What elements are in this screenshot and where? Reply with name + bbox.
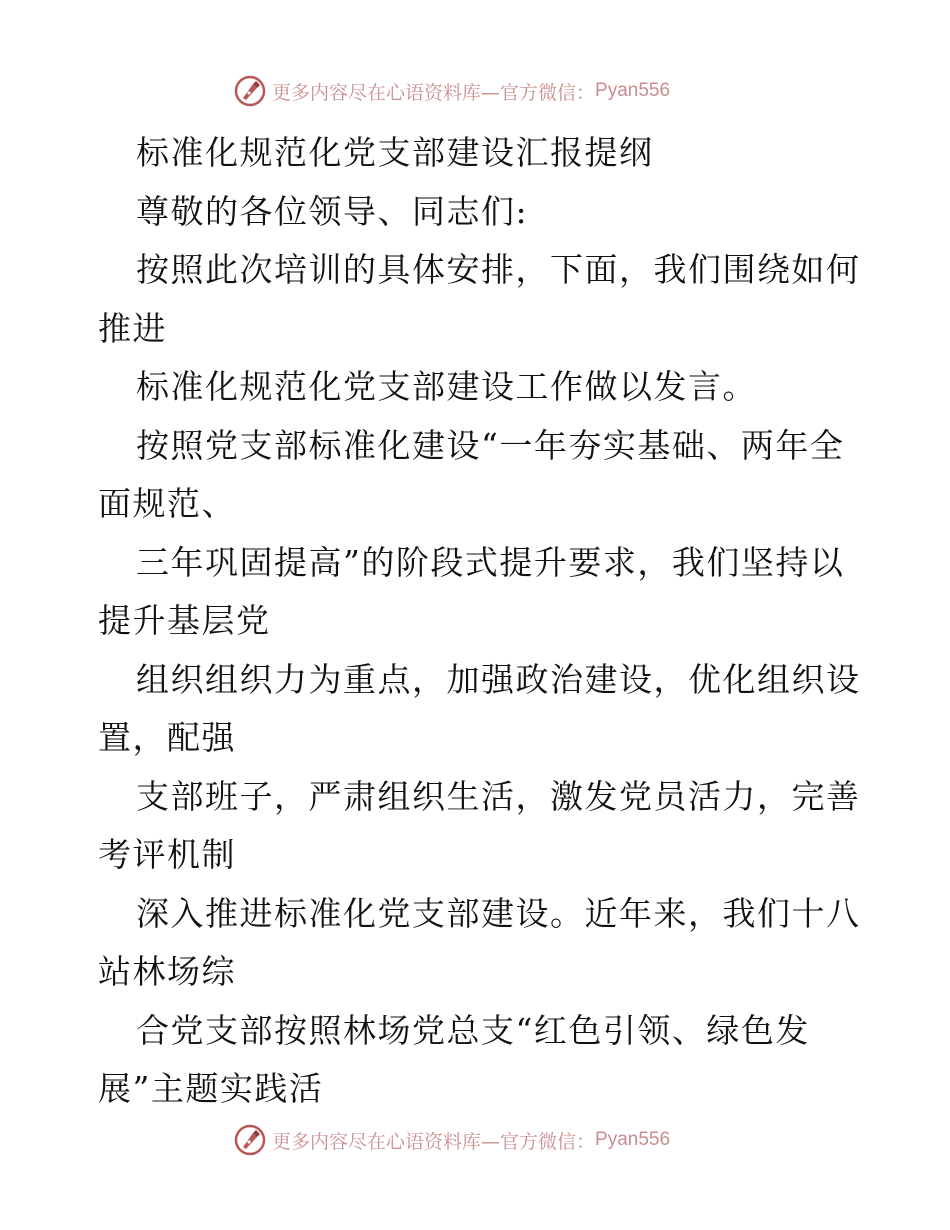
document-line: 深入推进标准化党支部建设。近年来，我们十八 (136, 893, 861, 933)
document-line: 按照党支部标准化建设“一年夯实基础、两年全 (136, 425, 845, 465)
document-line: 合党支部按照林场党总支“红色引领、绿色发 (136, 1010, 810, 1050)
document-line: 尊敬的各位领导、同志们: (136, 191, 529, 231)
watermark-account: Pyan556 (595, 1129, 671, 1150)
document-line: 置，配强 (98, 718, 236, 757)
pen-nib-logo-icon (234, 75, 266, 107)
document-line: 按照此次培训的具体安排，下面，我们围绕如何 (136, 250, 861, 289)
pen-nib-logo-icon (234, 1124, 266, 1156)
document-line: 标准化规范化党支部建设汇报提纲 (136, 133, 654, 172)
document-line: 支部班子，严肃组织生活，激发党员活力，完善 (136, 776, 861, 816)
document-line: 组织组织力为重点，加强政治建设，优化组织设 (136, 659, 861, 699)
document-line: 推进 (98, 308, 167, 348)
document-line: 面规范、 (98, 484, 236, 523)
header-watermark (234, 74, 670, 108)
document-line: 展”主题实践活 (98, 1069, 324, 1108)
watermark-text: 更多内容尽在心语资料库—官方微信： (272, 1130, 596, 1153)
document-body (98, 124, 861, 1119)
footer-watermark (234, 1123, 670, 1157)
document-line: 站林场综 (98, 952, 236, 991)
document-line: 提升基层党 (98, 601, 271, 640)
watermark-account: Pyan556 (595, 80, 671, 101)
document-line: 三年巩固提高”的阶段式提升要求，我们坚持以 (136, 542, 845, 582)
watermark-text: 更多内容尽在心语资料库—官方微信： (272, 81, 596, 104)
document-line: 标准化规范化党支部建设工作做以发言。 (136, 367, 757, 406)
document-line: 考评机制 (98, 835, 236, 874)
